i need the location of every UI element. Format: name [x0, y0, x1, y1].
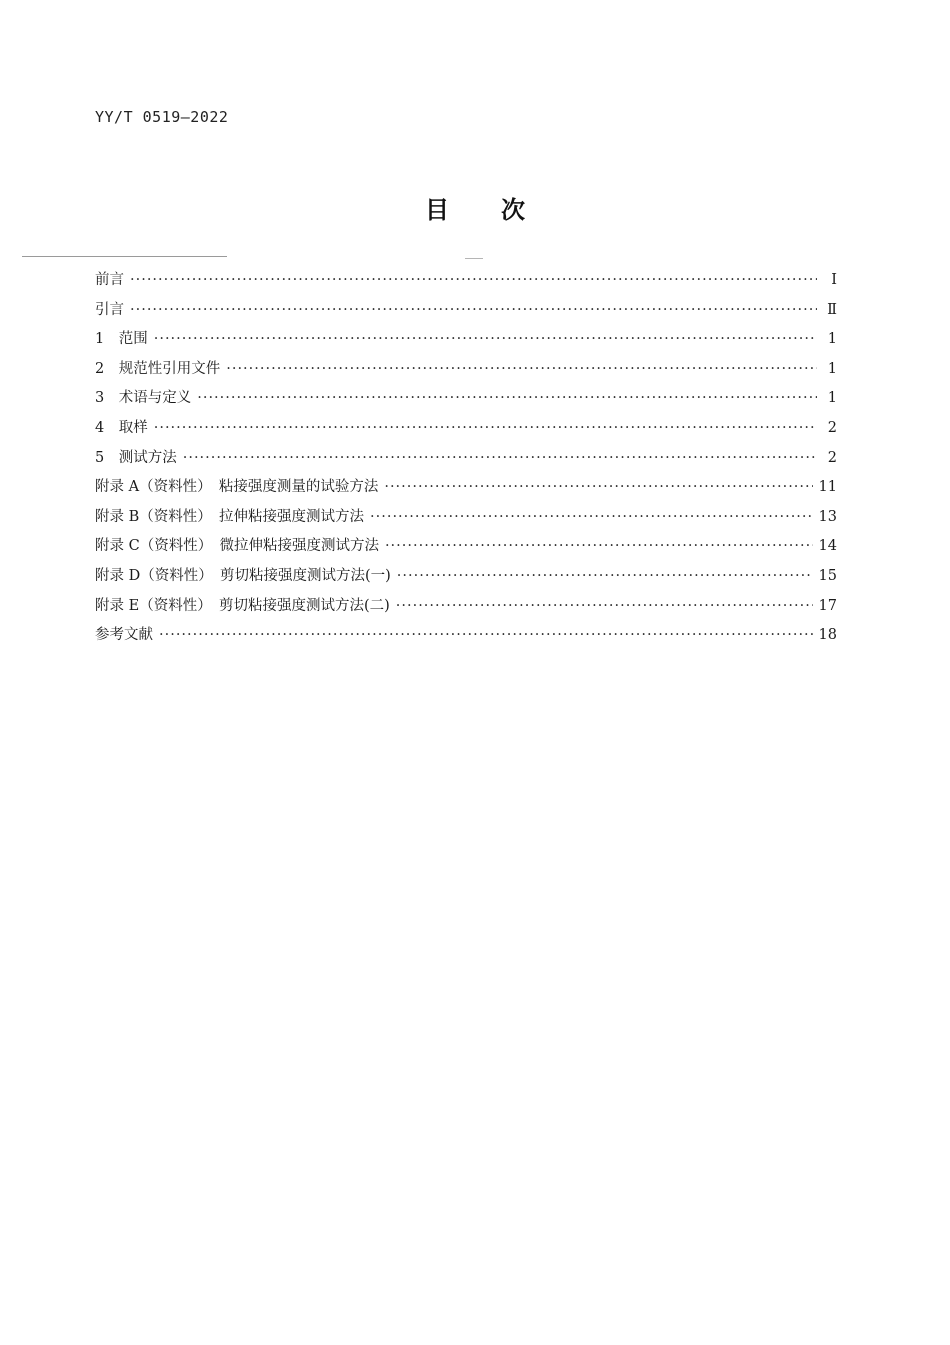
- toc-entry-page: 11: [818, 479, 837, 496]
- toc-entry-page: 13: [818, 508, 837, 525]
- toc-entry-annex-e[interactable]: [95, 594, 837, 624]
- toc-list: [95, 268, 837, 653]
- toc-dot-leader: [385, 538, 813, 554]
- toc-entry-page: 15: [818, 567, 837, 584]
- toc-entry-bibliography[interactable]: [95, 623, 837, 653]
- toc-entry-label: 参考文献: [95, 627, 153, 644]
- toc-dot-leader: [159, 627, 813, 643]
- scan-artifact-rule: [22, 256, 227, 257]
- toc-entry-annex-b[interactable]: [95, 505, 837, 535]
- toc-entry-label: 1 范围: [95, 331, 148, 348]
- toc-entry-page: 18: [818, 627, 837, 644]
- toc-entry-page: 14: [818, 538, 837, 555]
- standard-code: YY/T 0519—2022: [95, 108, 229, 126]
- toc-dot-leader: [154, 331, 817, 347]
- toc-entry-normative-references[interactable]: [95, 357, 837, 387]
- toc-entry-label: 4 取样: [95, 419, 148, 436]
- toc-entry-label: 附录 A（资料性） 粘接强度测量的试验方法: [95, 479, 379, 496]
- toc-entry-scope[interactable]: [95, 327, 837, 357]
- toc-entry-label: 3 术语与定义: [95, 390, 192, 407]
- toc-dot-leader: [183, 450, 817, 466]
- toc-entry-page: 2: [827, 419, 837, 436]
- toc-dot-leader: [370, 509, 813, 525]
- toc-entry-label: 附录 B（资料性） 拉伸粘接强度测试方法: [95, 508, 365, 525]
- toc-dot-leader: [396, 598, 813, 614]
- toc-entry-introduction[interactable]: [95, 298, 837, 328]
- toc-entry-label: 附录 D（资料性） 剪切粘接强度测试方法(一): [95, 567, 391, 584]
- toc-dot-leader: [197, 390, 817, 406]
- toc-title: 目次: [425, 196, 577, 224]
- toc-entry-page: 2: [827, 449, 837, 466]
- toc-dot-leader: [397, 568, 813, 584]
- toc-entry-page: 1: [827, 390, 837, 407]
- toc-entry-label: 引言: [95, 301, 124, 318]
- toc-entry-label: 附录 E（资料性） 剪切粘接强度测试方法(二): [95, 597, 390, 614]
- toc-entry-test-methods[interactable]: [95, 446, 837, 476]
- toc-entry-page: 1: [827, 360, 837, 377]
- toc-entry-foreword[interactable]: [95, 268, 837, 298]
- toc-entry-label: 2 规范性引用文件: [95, 360, 221, 377]
- toc-entry-annex-a[interactable]: [95, 475, 837, 505]
- toc-entry-sampling[interactable]: [95, 416, 837, 446]
- toc-dot-leader: [130, 272, 817, 288]
- toc-entry-page: 1: [827, 331, 837, 348]
- toc-entry-label: 附录 C（资料性） 微拉伸粘接强度测试方法: [95, 538, 379, 555]
- toc-entry-terms-definitions[interactable]: [95, 386, 837, 416]
- toc-dot-leader: [130, 302, 817, 318]
- toc-entry-page: 17: [818, 597, 837, 614]
- toc-entry-page: Ⅱ: [827, 301, 837, 318]
- toc-dot-leader: [384, 479, 812, 495]
- toc-entry-label: 5 测试方法: [95, 449, 177, 466]
- toc-dot-leader: [226, 361, 817, 377]
- toc-dot-leader: [154, 420, 817, 436]
- toc-entry-annex-c[interactable]: [95, 534, 837, 564]
- toc-entry-annex-d[interactable]: [95, 564, 837, 594]
- toc-entry-page: Ⅰ: [831, 272, 837, 288]
- scan-artifact-mark: [465, 258, 483, 259]
- toc-entry-label: 前言: [95, 272, 124, 288]
